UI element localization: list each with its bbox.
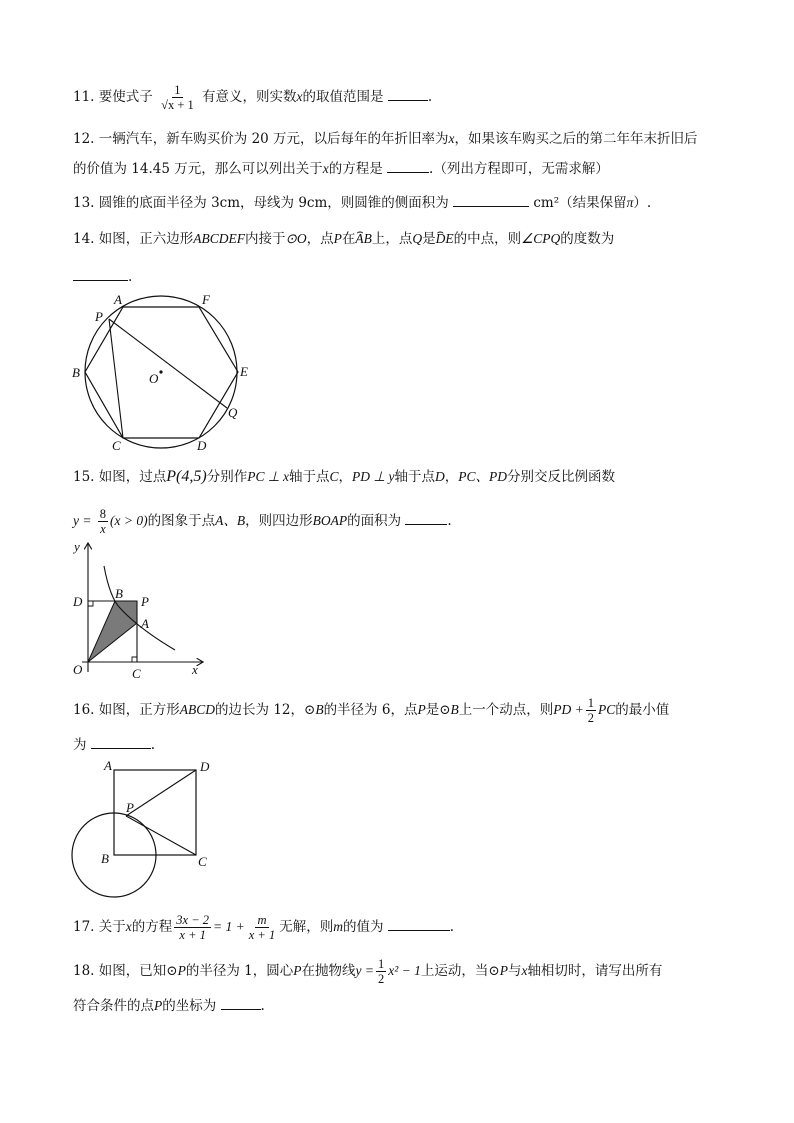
center-point: [159, 370, 162, 373]
answer-blank[interactable]: [221, 995, 261, 1010]
answer-blank[interactable]: [453, 192, 529, 207]
question-number: 14.: [73, 231, 95, 247]
fraction: $\frac{8}{x}$: [99, 507, 107, 536]
segment-pc: [109, 319, 123, 438]
question-16-line-1: 16. 如图，正方形ABCD的边长为 12，⊙B的半径为 6，点P是⊙B上一个动点，则PD + $\frac{1}{2}$ PC的最小值: [73, 696, 670, 725]
answer-blank[interactable]: [387, 158, 429, 173]
label-b: B: [101, 851, 109, 866]
label-c: C: [112, 438, 121, 453]
label-b: B: [72, 365, 80, 380]
segment-pd: [126, 770, 196, 816]
right-angle-mark-d: [88, 601, 93, 606]
segment-pc: [126, 816, 196, 855]
label-a: A: [114, 292, 122, 307]
fraction: $\frac{m}{x + 1}$: [248, 913, 276, 942]
question-14-line-2: .: [73, 266, 132, 287]
arc-ab: ⌢ AB: [355, 231, 372, 246]
answer-blank[interactable]: [405, 510, 447, 525]
label-q: Q: [228, 405, 238, 420]
question-number: 11.: [73, 89, 95, 105]
answer-blank[interactable]: [73, 266, 128, 281]
square-circle-figure: [68, 758, 228, 900]
label-f: F: [202, 292, 210, 307]
fraction: $\frac{1}{2}$: [377, 957, 385, 986]
question-11: 11. 要使式子 $\frac{1}{√x + 1}$ 有意义，则实数x的取值范围是 .: [73, 83, 433, 112]
segment-pq: [109, 319, 227, 408]
label-b: B: [115, 586, 123, 601]
label-d: D: [200, 759, 210, 774]
label-p: P: [141, 594, 149, 609]
question-number: 12.: [73, 131, 95, 147]
hexagon-circle-figure: [68, 288, 258, 458]
question-number: 13.: [73, 195, 95, 211]
label-c: C: [132, 666, 141, 680]
question-14-line-1: 14. 如图，正六边形ABCDEF内接于⊙O，点P在⌢ AB上，点Q是⌢ DE的中点，则∠CPQ的度数为: [73, 229, 614, 249]
question-number: 15.: [73, 469, 95, 485]
label-a: A: [104, 758, 112, 773]
arc-de: ⌢ DE: [436, 231, 454, 246]
label-y: y: [74, 539, 80, 554]
fraction: $\frac{3x - 2}{x + 1}$: [176, 913, 210, 942]
question-18-line-1: 18. 如图，已知⊙P的半径为 1，圆心P在抛物线y = $\frac{1}{2}$ x² − 1上运动，当⊙P与x轴相切时，请写出所有: [73, 957, 663, 986]
label-e: E: [240, 364, 248, 379]
question-17: 17. 关于x的方程 $\frac{3x - 2}{x + 1}$ = 1 + $\frac{m}{x + 1}$ 无解，则m的值为 .: [73, 913, 455, 942]
inverse-function-figure: [68, 538, 218, 680]
label-o: O: [73, 662, 83, 677]
question-12-line-2: 的价值为 14.45 万元，那么可以列出关于x的方程是 .（列出方程即可，无需求解）: [73, 158, 609, 179]
label-x: x: [192, 662, 198, 677]
question-18-line-2: 符合条件的点P的坐标为 .: [73, 995, 265, 1016]
answer-blank[interactable]: [388, 916, 450, 931]
question-text: 要使式子: [98, 89, 153, 105]
label-p: P: [95, 309, 103, 324]
question-15-line-2: y = $\frac{8}{x}$ (x > 0)的图象于点A、B，则四边形BOAP的面积为 .: [73, 507, 452, 536]
label-d: D: [197, 438, 207, 453]
question-12-line-1: 12. 一辆汽车，新车购买价为 20 万元，以后每年的年折旧率为x，如果该车购买之后的第二年年末折旧后: [73, 131, 698, 147]
fraction: $\frac{1}{√x + 1}$: [161, 83, 194, 112]
answer-blank[interactable]: [91, 734, 151, 749]
label-c: C: [198, 854, 207, 869]
question-16-line-2: 为 .: [73, 734, 155, 755]
question-number: 18.: [73, 963, 95, 979]
question-number: 17.: [73, 919, 95, 935]
answer-blank[interactable]: [388, 86, 428, 101]
question-13: 13. 圆锥的底面半径为 3cm，母线为 9cm，则圆锥的侧面积为 cm²（结果保留π）.: [73, 192, 651, 213]
label-d: D: [73, 594, 83, 609]
label-a: A: [141, 616, 149, 631]
label-p: P: [126, 800, 134, 815]
question-number: 16.: [73, 702, 95, 718]
fraction: $\frac{1}{2}$: [587, 696, 594, 725]
right-angle-mark-c: [132, 657, 137, 662]
shaded-quadrilateral-boap: [88, 601, 137, 662]
label-o: O: [149, 371, 159, 386]
question-15-line-1: 15. 如图，过点P(4,5)分别作PC ⊥ x轴于点C，PD ⊥ y轴于点D，PC、PD分别交反比例函数: [73, 468, 615, 485]
